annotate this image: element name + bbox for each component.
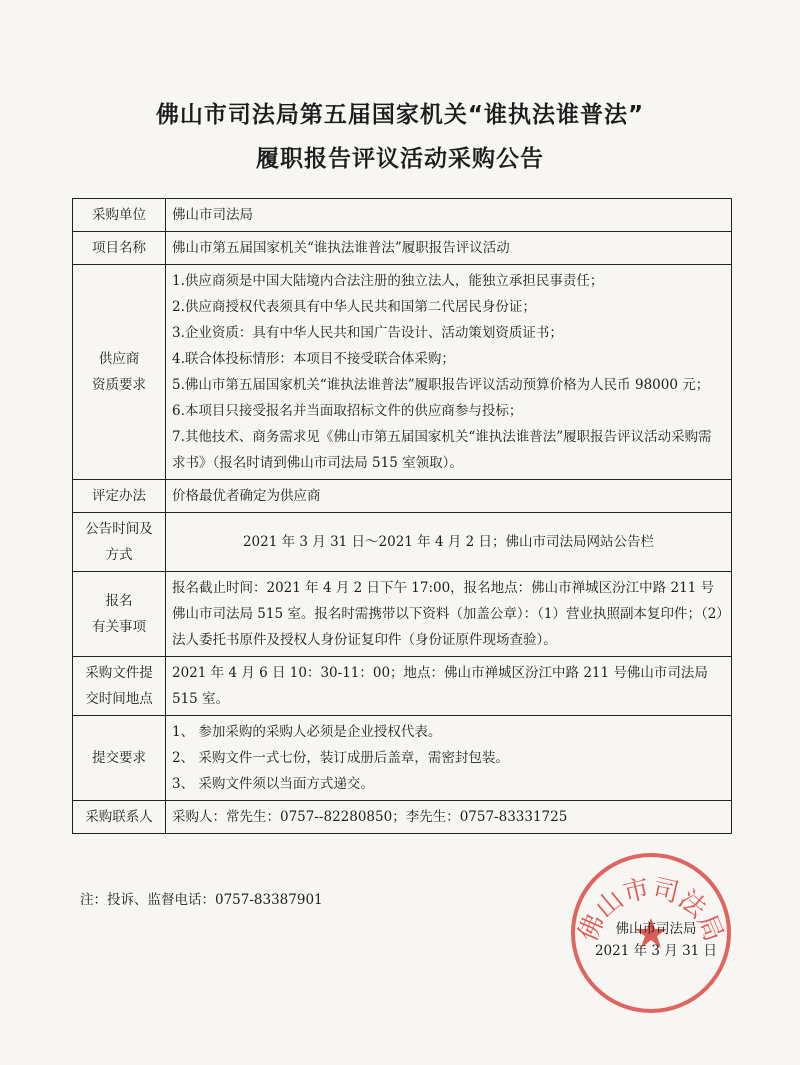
row-submission-req xyxy=(73,716,732,801)
label-submission-time xyxy=(73,657,166,716)
label-registration-line2: 有关事项 xyxy=(92,619,146,635)
qualification-item: 5.佛山市第五届国家机关“谁执法谁普法”履职报告评议活动预算价格为人民币 98000 元； xyxy=(172,377,710,393)
label-announcement-line1: 公告时间及 xyxy=(85,521,153,537)
label-qualification xyxy=(73,265,166,480)
label-submission-req: 提交要求 xyxy=(73,716,166,801)
label-unit: 采购单位 xyxy=(73,199,166,232)
label-announcement-line2: 方式 xyxy=(105,547,133,563)
value-qualification xyxy=(166,265,732,480)
row-project xyxy=(73,232,732,265)
submission-req-item: 1、 参加采购的采购人必须是企业授权代表。 xyxy=(172,724,442,740)
row-unit xyxy=(73,199,732,232)
signature-block xyxy=(586,918,726,962)
row-registration xyxy=(73,572,732,657)
label-qualification-line2: 资质要求 xyxy=(92,377,146,393)
procurement-table xyxy=(72,198,732,834)
doc-title-line1: 佛山市司法局第五届国家机关“谁执法谁普法” xyxy=(155,102,645,128)
label-project: 项目名称 xyxy=(73,232,166,265)
label-registration-line1: 报名 xyxy=(105,593,133,609)
row-evaluation xyxy=(73,480,732,513)
signature-org: 佛山市司法局 xyxy=(615,921,697,937)
value-evaluation: 价格最优者确定为供应商 xyxy=(166,480,732,513)
row-qualification xyxy=(73,265,732,480)
qualification-item: 1.供应商须是中国大陆境内合法注册的独立法人，能独立承担民事责任； xyxy=(172,273,604,289)
value-contact: 采购人：常先生：0757--82280850；李先生：0757-83331725 xyxy=(166,801,732,834)
label-contact: 采购联系人 xyxy=(73,801,166,834)
signature-date: 2021 年 3 月 31 日 xyxy=(594,943,718,959)
label-announcement xyxy=(73,513,166,572)
row-contact xyxy=(73,801,732,834)
value-submission-req xyxy=(166,716,732,801)
label-evaluation: 评定办法 xyxy=(73,480,166,513)
label-qualification-line1: 供应商 xyxy=(98,351,140,367)
qualification-item: 2.供应商授权代表须具有中华人民共和国第二代居民身份证； xyxy=(172,299,536,315)
label-submission-time-line1: 采购文件提 xyxy=(85,665,153,681)
complaint-note: 注：投诉、监督电话：0757-83387901 xyxy=(80,892,323,908)
label-submission-time-line2: 交时间地点 xyxy=(85,691,153,707)
qualification-item: 3.企业资质：具有中华人民共和国广告设计、活动策划资质证书； xyxy=(172,325,563,341)
submission-req-item: 3、 采购文件须以当面方式递交。 xyxy=(172,776,374,792)
qualification-item: 4.联合体投标情形：本项目不接受联合体采购； xyxy=(172,351,455,367)
value-project: 佛山市第五届国家机关“谁执法谁普法”履职报告评议活动 xyxy=(166,232,732,265)
qualification-item: 6.本项目只接受报名并当面取招标文件的供应商参与投标； xyxy=(172,403,523,419)
seal-arc-text: 佛山市司法局 xyxy=(573,873,729,947)
label-registration xyxy=(73,572,166,657)
submission-req-item: 2、 采购文件一式七份，装订成册后盖章，需密封包装。 xyxy=(172,750,509,766)
value-submission-time: 2021 年 4 月 6 日 10：30-11：00；地点：佛山市禅城区汾江中路 211 号佛山市司法局 515 室。 xyxy=(166,657,732,716)
qualification-item: 7.其他技术、商务需求见《佛山市第五届国家机关“谁执法谁普法”履职报告评议活动采购需求书》（报名时请到佛山市司法局 515 室领取）。 xyxy=(172,429,712,471)
value-registration: 报名截止时间：2021 年 4 月 2 日下午 17:00，报名地点：佛山市禅城区汾江中路 211 号佛山市司法局 515 室。报名时需携带以下资料（加盖公章）：（1）营业执照副本复印件；（2）法人委托书原件及授权人身份证复印件（身份证原件现场查验）。 xyxy=(166,572,732,657)
row-submission-time xyxy=(73,657,732,716)
doc-title-line2: 履职报告评议活动采购公告 xyxy=(256,146,544,172)
row-announcement xyxy=(73,513,732,572)
value-unit: 佛山市司法局 xyxy=(166,199,732,232)
value-announcement: 2021 年 3 月 31 日～2021 年 4 月 2 日；佛山市司法局网站公告栏 xyxy=(166,513,732,572)
